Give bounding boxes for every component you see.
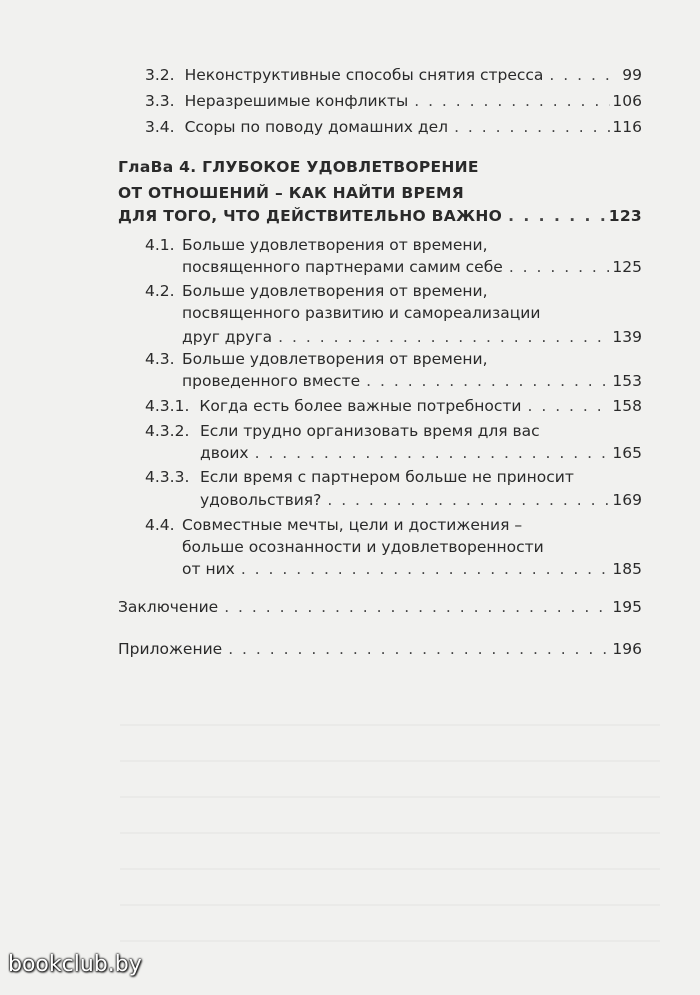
page-number: 169: [612, 491, 642, 509]
section-title-line-2: посвященного партнерами самим себе: [182, 258, 503, 276]
page-number: 139: [612, 328, 642, 346]
site-watermark: bookclub.by: [8, 952, 142, 977]
section-title: Когда есть более важные потребности: [199, 397, 522, 415]
leader-dots: [528, 395, 611, 417]
toc-entry-3-4: [145, 116, 642, 138]
section-title: Ссоры по поводу домашних дел: [184, 118, 449, 136]
leader-dots: [509, 256, 611, 278]
section-number: 4.1.: [145, 236, 175, 254]
section-title-line-2: двоих: [200, 444, 249, 462]
section-number: 3.2.: [145, 66, 175, 84]
page-number: 158: [612, 397, 642, 415]
page-number: 195: [612, 598, 642, 616]
section-title-line-1: Больше удовлетворения от времени,: [182, 236, 488, 254]
section-title-line-2: проведенного вместе: [182, 372, 361, 390]
section-title-line-1: Больше удовлетворения от времени,: [182, 282, 488, 300]
chapter-title-line-2: ОТ ОТНОШЕНИЙ – КАК НАЙТИ ВРЕМЯ: [118, 184, 464, 202]
section-title-line-2: посвященного развитию и самореализации: [182, 304, 541, 322]
section-title-line-1: Если время с партнером больше не приносит: [200, 468, 574, 486]
page-number: 123: [608, 207, 642, 225]
section-title-line-2: больше осознанности и удовлетворенности: [182, 538, 544, 556]
section-title: Неразрешимые конфликты: [184, 92, 409, 110]
leader-dots: [414, 90, 610, 112]
section-title: Заключение: [118, 598, 219, 616]
toc-entry-3-3: [145, 90, 642, 112]
toc-entry-4-4: [182, 558, 642, 580]
chapter-title-line-3: [118, 205, 642, 227]
toc-entry-conclusion: [118, 596, 642, 618]
toc-entry-appendix: [118, 638, 642, 660]
section-number: 4.3.2.: [145, 422, 190, 440]
leader-dots: [278, 326, 610, 348]
section-title-line-3: от них: [182, 560, 235, 578]
leader-dots: [508, 205, 607, 227]
section-title-line-1: Совместные мечты, цели и достижения –: [182, 516, 523, 534]
section-number: 4.3.1.: [145, 397, 190, 415]
leader-dots: [327, 489, 610, 511]
page-number: 125: [612, 258, 642, 276]
leader-dots: [549, 64, 620, 86]
section-title: Приложение: [118, 640, 223, 658]
page-number: 196: [612, 640, 642, 658]
page-number: 99: [622, 66, 642, 84]
page-number: 116: [612, 118, 642, 136]
page-number: 165: [612, 444, 642, 462]
page-number: 185: [612, 560, 642, 578]
leader-dots: [255, 442, 611, 464]
leader-dots: [366, 370, 610, 392]
leader-dots: [228, 638, 610, 660]
toc-entry-4-2: [182, 326, 642, 348]
toc-entry-4-3-3: [200, 489, 642, 511]
leader-dots: [454, 116, 610, 138]
bleed-through-shadow: [120, 690, 660, 950]
section-number: 3.4.: [145, 118, 175, 136]
chapter-title-line-1: ГлаВа 4. ГЛУБОКОЕ УДОВЛЕТВОРЕНИЕ: [118, 158, 479, 176]
section-title: Неконструктивные способы снятия стресса: [184, 66, 544, 84]
section-title-line-3: друг друга: [182, 328, 273, 346]
toc-entry-4-1: [182, 256, 642, 278]
section-title-line-1: Больше удовлетворения от времени,: [182, 350, 488, 368]
section-number: 4.2.: [145, 282, 175, 300]
section-number: 4.3.3.: [145, 468, 190, 486]
section-title-line-1: Если трудно организовать время для вас: [200, 422, 540, 440]
section-title-line-2: удовольствия?: [200, 491, 322, 509]
section-number: 4.4.: [145, 516, 175, 534]
section-number: 3.3.: [145, 92, 175, 110]
chapter-title-text: ДЛЯ ТОГО, ЧТО ДЕЙСТВИТЕЛЬНО ВАЖНО: [118, 207, 503, 225]
toc-entry-4-3-1: [145, 395, 642, 417]
toc-entry-4-3-2: [200, 442, 642, 464]
leader-dots: [241, 558, 611, 580]
section-number: 4.3.: [145, 350, 175, 368]
page-number: 153: [612, 372, 642, 390]
page-number: 106: [612, 92, 642, 110]
toc-entry-3-2: [145, 64, 642, 86]
toc-entry-4-3: [182, 370, 642, 392]
leader-dots: [224, 596, 610, 618]
